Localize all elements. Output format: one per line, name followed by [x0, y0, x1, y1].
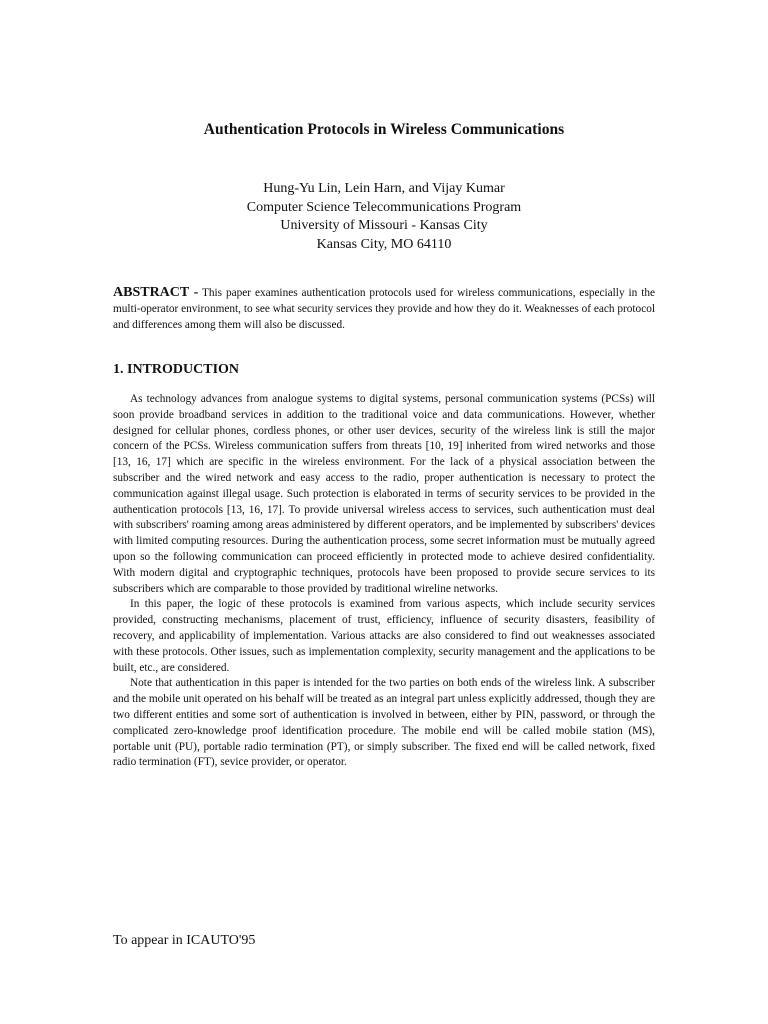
paragraph: In this paper, the logic of these protocols is examined from various aspects, which include security services provided, constructing mechanisms, placement of trust, efficiency, influence of security disasters, feasibility of recovery, and applicability of implementation. Various attacks are also considered to find out weaknesses associated with these protocols. Other issues, such as implementation complexity, security management and the applications to be built, etc., are considered. [113, 598, 655, 674]
paragraph: As technology advances from analogue systems to digital systems, personal communication systems (PCSs) will soon provide broadband services in addition to the traditional voice and data communications. However, whether designed for cellular phones, cordless phones, or other user devices, security of the wireless link is still the major concern of the PCSs. Wireless communication suffers from threats [10, 19] inherited from wired networks and those [13, 16, 17] which are specific in the wireless environment. For the lack of a physical association between the subscriber and the wired network and easy access to the radio, proper authentication is necessary to protect the communication against illegal usage. Such protection is elaborated in terms of security services to be provided in the authentication protocols [13, 16, 17]. To provide universal wireless access to services, such authentication must deal with subscribers' roaming among areas administered by different operators, and be implemented by subscribers' devices with limited computing resources. During the authentication process, some secret information must be mutually agreed upon so the following communication can proceed efficiently in protected mode to achieve desired confidentiality. With modern digital and cryptographic techniques, protocols have been proposed to provide secure services to its subscribers which are comparable to those provided by traditional wireline networks. [113, 393, 655, 595]
abstract-text: This paper examines authentication protocols used for wireless communications, especially in the multi-operator environment, to see what security services they provide and how they do it. Weaknesses of each protocol and differences among them will also be discussed. [113, 287, 656, 331]
paper-title: Authentication Protocols in Wireless Communications [203, 121, 565, 138]
footer-note: To appear in ICAUTO'95 [113, 933, 256, 948]
author-block [0, 180, 768, 254]
abstract [113, 285, 655, 333]
author-department: Computer Science Telecommunications Program [246, 199, 522, 215]
author-university: University of Missouri - Kansas City [280, 218, 488, 233]
author-address: Kansas City, MO 64110 [316, 236, 452, 252]
introduction-body [113, 392, 655, 771]
section-heading: 1. INTRODUCTION [113, 362, 240, 377]
author-names: Hung-Yu Lin, Lein Harn, and Vijay Kumar [263, 181, 505, 196]
paragraph: Note that authentication in this paper is intended for the two parties on both ends of the wireless link. A subscriber and the mobile unit operated on his behalf will be treated as an integral part unless explicitly addressed, though they are two different entities and some sort of authentication is involved in between, either by PIN, password, or through the complicated zero-knowledge proof identification procedure. The mobile end will be called mobile station (MS), portable unit (PU), portable radio termination (PT), or simply subscriber. The fixed end will be called network, fixed radio termination (FT), sevice provider, or operator. [113, 677, 655, 769]
abstract-label: ABSTRACT - [113, 285, 199, 300]
